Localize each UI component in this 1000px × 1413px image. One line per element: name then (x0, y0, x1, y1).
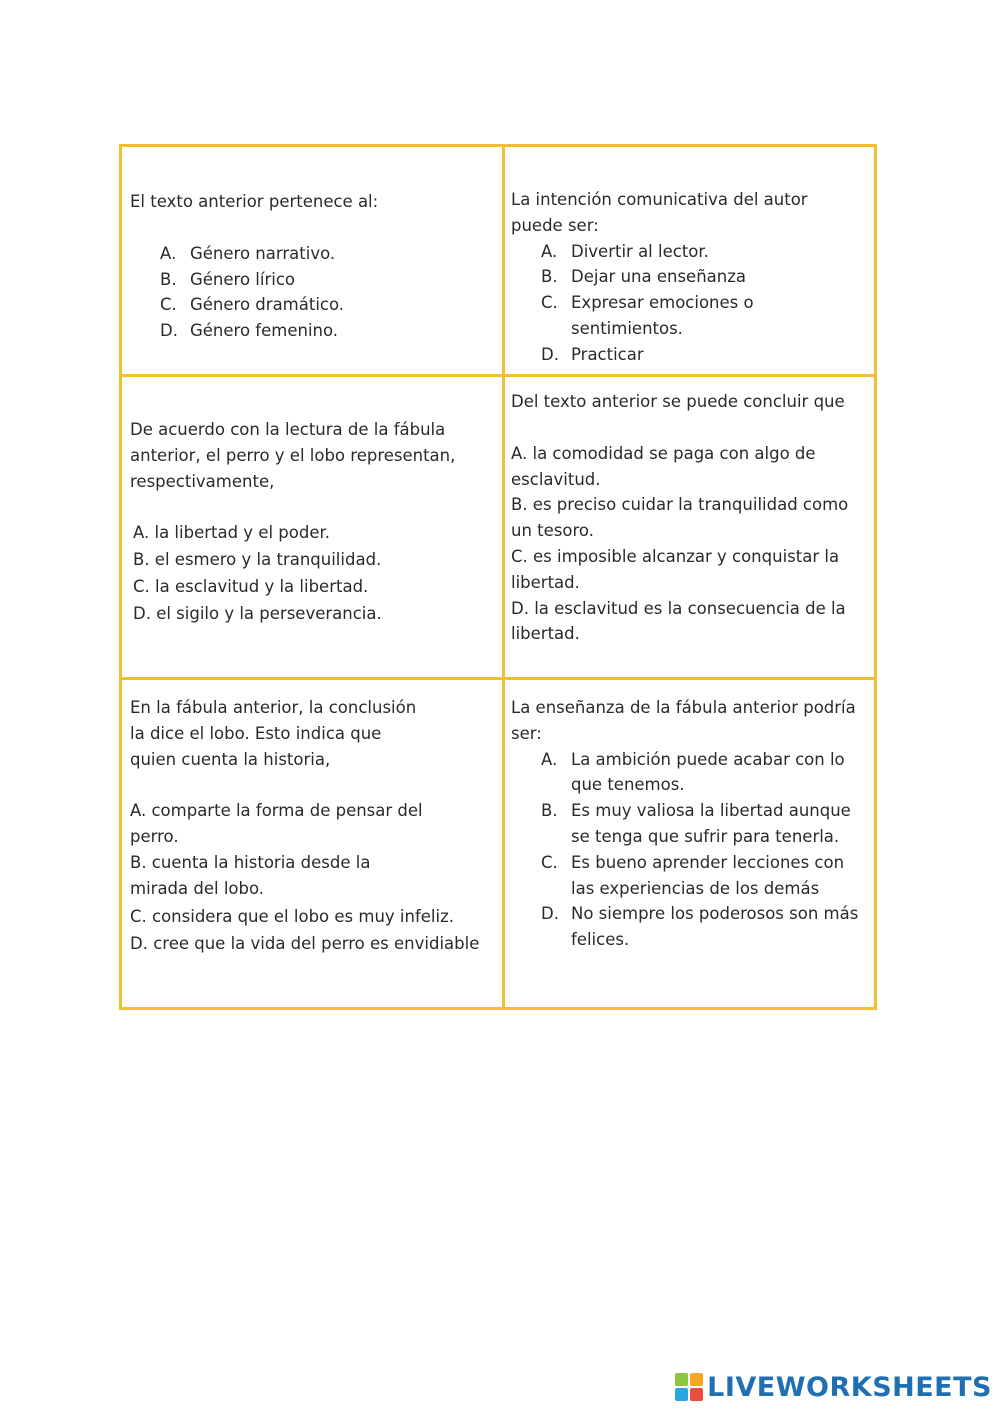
option-c[interactable]: C. es imposible alcanzar y conquistar la libertad. (511, 546, 840, 592)
option-b[interactable]: B. es preciso cuidar la tranquilidad como un tesoro. (511, 495, 849, 541)
question-text-line-2: la dice el lobo. Esto indica que (130, 723, 382, 743)
option-a[interactable]: A. la libertad y el poder. (133, 523, 331, 543)
question-cell-2 (511, 187, 871, 368)
option-c[interactable]: C. Género dramático. (160, 295, 345, 315)
options-list (511, 441, 873, 647)
logo-mark-icon (675, 1373, 703, 1401)
option-a[interactable]: A. la comodidad se paga con algo de esclavitud. (511, 443, 816, 489)
options-list (130, 520, 496, 627)
brand-name: LIVEWORKSHEETS (707, 1371, 992, 1403)
option-a[interactable]: A. comparte la forma de pensar del perro. (130, 801, 423, 847)
option-b[interactable]: B. Es muy valiosa la libertad aunque se tenga que sufrir para tenerla. (541, 801, 851, 846)
option-b[interactable]: B. Dejar una enseñanza (541, 267, 747, 287)
option-d[interactable]: D. No siempre los poderosos son más felices. (541, 904, 859, 950)
option-d[interactable]: D. Género femenino. (160, 321, 339, 341)
question-text-line-2: anterior, el perro y el lobo representan, (130, 445, 456, 465)
question-text-line-1: En la fábula anterior, la conclusión (130, 698, 417, 717)
column-divider (502, 147, 505, 1007)
option-d[interactable]: D. Practicar (541, 344, 644, 364)
option-b[interactable]: B. Género lírico (160, 269, 296, 289)
question-text-line-2: ser: (511, 723, 542, 743)
question-text-line-3: quien cuenta la historia, (130, 749, 331, 769)
options-list (511, 747, 873, 953)
option-b[interactable]: B. el esmero y la tranquilidad. (133, 550, 382, 570)
question-text-line-1: De acuerdo con la lectura de la fábula (130, 420, 446, 439)
option-c[interactable]: C. considera que el lobo es muy infeliz. (130, 906, 454, 926)
question-cell-5 (130, 695, 498, 957)
options-list (130, 241, 490, 344)
question-text-line-3: respectivamente, (130, 471, 275, 491)
question-cell-3 (130, 417, 496, 628)
options-list (130, 798, 498, 957)
option-d[interactable]: D. cree que la vida del perro es envidiable (130, 934, 480, 954)
question-cell-4 (511, 389, 873, 647)
question-text-line-1: La enseñanza de la fábula anterior podría (511, 698, 856, 717)
liveworksheets-logo[interactable] (675, 1371, 992, 1403)
question-text: Del texto anterior se puede concluir que (511, 392, 845, 411)
row-divider-1 (122, 374, 874, 377)
question-text: El texto anterior pertenece al: (130, 192, 379, 211)
row-divider-2 (122, 677, 874, 680)
question-cell-6 (511, 695, 873, 953)
option-d[interactable]: D. el sigilo y la perseverancia. (133, 603, 382, 623)
option-c[interactable]: C. la esclavitud y la libertad. (133, 576, 369, 596)
option-c[interactable]: C. Es bueno aprender lecciones con las experiencias de los demás (541, 852, 845, 898)
option-a[interactable]: A. Divertir al lector. (541, 241, 709, 261)
question-cell-1 (130, 189, 490, 344)
option-a[interactable]: A. La ambición puede acabar con lo que tenemos. (541, 749, 845, 795)
question-text-line-1: La intención comunicativa del autor (511, 190, 808, 209)
option-a[interactable]: A. Género narrativo. (160, 243, 336, 263)
option-c[interactable]: C. Expresar emociones o sentimientos. (541, 293, 754, 338)
question-text-line-2: puede ser: (511, 215, 599, 235)
option-d[interactable]: D. la esclavitud es la consecuencia de la libertad. (511, 598, 846, 644)
question-table (119, 144, 877, 1010)
options-list (511, 239, 871, 368)
option-b[interactable]: B. cuenta la historia desde la mirada del lobo. (130, 852, 371, 898)
